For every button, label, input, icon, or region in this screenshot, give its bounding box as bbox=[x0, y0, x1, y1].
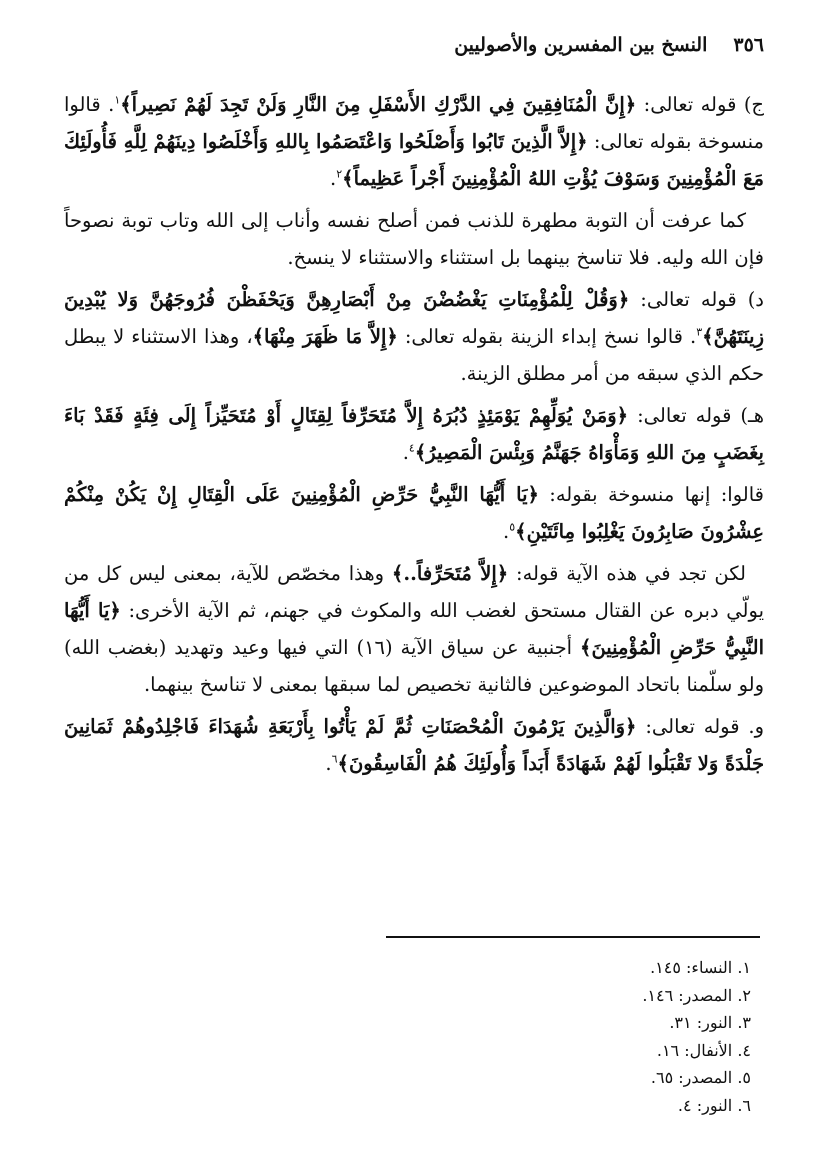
quran-quote: ﴿وَقُلْ لِلْمُؤْمِنَاتِ يَغْضُضْنَ مِنْ أَبْصَارِهِنَّ وَيَحْفَظْنَ فُرُوجَهُنَّ وَلا يُبْدِينَ زِينَتَهُنَّ﴾ bbox=[64, 288, 765, 348]
paragraph-text: . bbox=[325, 752, 332, 775]
footnote-item: ١. النساء: ١٤٥. bbox=[650, 958, 751, 977]
footnote-ref: ٤ bbox=[408, 441, 415, 455]
footnote-ref: ٣ bbox=[696, 325, 703, 339]
quran-quote: ﴿إِلاَّ مُتَحَرِّفاً..﴾ bbox=[391, 562, 509, 585]
paragraph-lead: هـ) قوله تعالى: bbox=[628, 404, 765, 427]
running-title: النسخ بين المفسرين والأصوليين bbox=[454, 34, 708, 56]
paragraph-w bbox=[64, 708, 764, 782]
paragraph-text: . قالوا نسخ إبداء الزينة بقوله تعالى: bbox=[397, 325, 697, 348]
footnote-item: ٦. النور: ٤. bbox=[677, 1095, 751, 1115]
main-text bbox=[64, 86, 764, 782]
quran-quote: ﴿يَا أَيُّهَا النَّبِيُّ حَرِّضِ الْمُؤْمِنِينَ﴾ bbox=[64, 599, 764, 659]
quran-quote: ﴿يَا أَيُّهَا النَّبِيُّ حَرِّضِ الْمُؤْمِنِينَ عَلَى الْقِتَالِ إِنْ يَكُنْ مِنْكُمْ عِشْرُونَ صَابِرُونَ يَغْلِبُوا مِائَتَيْنِ﴾ bbox=[64, 483, 764, 543]
paragraph-text: كما عرفت أن التوبة مطهرة للذنب فمن أصلح نفسه وأناب إلى الله وتاب توبة نصوحاً فإن الله وليه. فلا تناسخ بينهما بل استثناء والاستثناء لا ينسخ. bbox=[64, 209, 764, 269]
quran-quote: ﴿وَالَّذِينَ يَرْمُونَ الْمُحْصَنَاتِ ثُمَّ لَمْ يَأْتُوا بِأَرْبَعَةِ شُهَدَاءَ فَاجْلِدُوهُمْ ثَمَانِينَ جَلْدَةً وَلا تَقْبَلُوا لَهُمْ شَهَادَةً أَبَداً وَأُولَئِكَ هُمُ الْفَاسِقُونَ﴾ bbox=[64, 715, 764, 775]
page-number: ٣٥٦ bbox=[733, 34, 764, 56]
paragraph-h bbox=[64, 397, 764, 471]
quran-quote: ﴿إِلاَّ الَّذِينَ تَابُوا وَأَصْلَحُوا وَاعْتَصَمُوا بِاللهِ وَأَخْلَصُوا دِينَهُمْ لِلَّهِ فَأُولَئِكَ مَعَ الْمُؤْمِنِينَ وَسَوْفَ يُؤْتِ اللهُ الْمُؤْمِنِينَ أَجْراً عَظِيماً﴾ bbox=[64, 130, 764, 190]
footnote-item: ٢. المصدر: ١٤٦. bbox=[642, 985, 751, 1005]
paragraph-d bbox=[64, 281, 764, 392]
paragraph-rebuttal bbox=[64, 555, 764, 703]
footnote-ref: ٥ bbox=[509, 520, 516, 534]
paragraph-c bbox=[64, 86, 764, 197]
paragraph-text: . bbox=[503, 520, 510, 543]
paragraph-text: وهذا مخصّص للآية، بمعنى ليس كل من يولّي دبره عن القتال مستحق لغضب الله والمكوث في جهنم، ثم الآية الأخرى: bbox=[64, 562, 765, 622]
quran-quote: ﴿إِنَّ الْمُنَافِقِينَ فِي الدَّرْكِ الأَسْفَلِ مِنَ النَّارِ وَلَنْ تَجِدَ لَهُمْ نَصِيراً﴾ bbox=[120, 93, 637, 116]
paragraph-text: . قالوا منسوخة بقوله تعالى: bbox=[64, 93, 764, 153]
paragraph-commentary bbox=[64, 202, 764, 276]
footnote-ref: ٦ bbox=[331, 752, 338, 766]
paragraph-lead: قالوا: إنها منسوخة بقوله: bbox=[538, 483, 764, 506]
paragraph-abrogation-claim bbox=[64, 476, 764, 550]
paragraph-text: أجنبية عن سياق الآية (١٦) التي فيها وعيد وتهديد (بغضب الله) ولو سلّمنا باتحاد الموضوعين فالثانية تخصيص لما سبقها بمعنى لا تناسخ بينهما. bbox=[64, 636, 764, 696]
paragraph-text: . bbox=[402, 441, 409, 464]
paragraph-text: . bbox=[330, 167, 337, 190]
page-header bbox=[64, 34, 764, 86]
paragraph-lead: و. قوله تعالى: bbox=[636, 715, 765, 738]
paragraph-lead: ج) قوله تعالى: bbox=[636, 93, 765, 116]
footnote-item: ٣. النور: ٣١. bbox=[669, 1013, 751, 1032]
page bbox=[64, 34, 764, 787]
footnotes bbox=[642, 954, 765, 1119]
footnote-ref: ١ bbox=[114, 93, 121, 107]
paragraph-lead: د) قوله تعالى: bbox=[629, 288, 764, 311]
quran-quote: ﴿إِلاَّ مَا ظَهَرَ مِنْهَا﴾ bbox=[252, 325, 398, 348]
footnote-divider bbox=[386, 936, 760, 938]
footnote-item: ٥. المصدر: ٦٥. bbox=[650, 1068, 751, 1087]
footnote-ref: ٢ bbox=[336, 167, 343, 181]
paragraph-text: ، وهذا الاستثناء لا يبطل حكم الذي سبقه من أمر مطلق الزينة. bbox=[64, 325, 764, 385]
quran-quote: ﴿وَمَنْ يُوَلِّهِمْ يَوْمَئِذٍ دُبُرَهُ إِلاَّ مُتَحَرِّفاً لِقِتَالٍ أَوْ مُتَحَيِّزاً إِلَى فِئَةٍ فَقَدْ بَاءَ بِغَضَبٍ مِنَ اللهِ وَمَأْوَاهُ جَهَنَّمُ وَبِئْسَ الْمَصِيرُ﴾ bbox=[64, 404, 764, 464]
footnote-item: ٤. الأنفال: ١٦. bbox=[656, 1040, 751, 1060]
paragraph-lead: لكن تجد في هذه الآية قوله: bbox=[508, 562, 746, 585]
